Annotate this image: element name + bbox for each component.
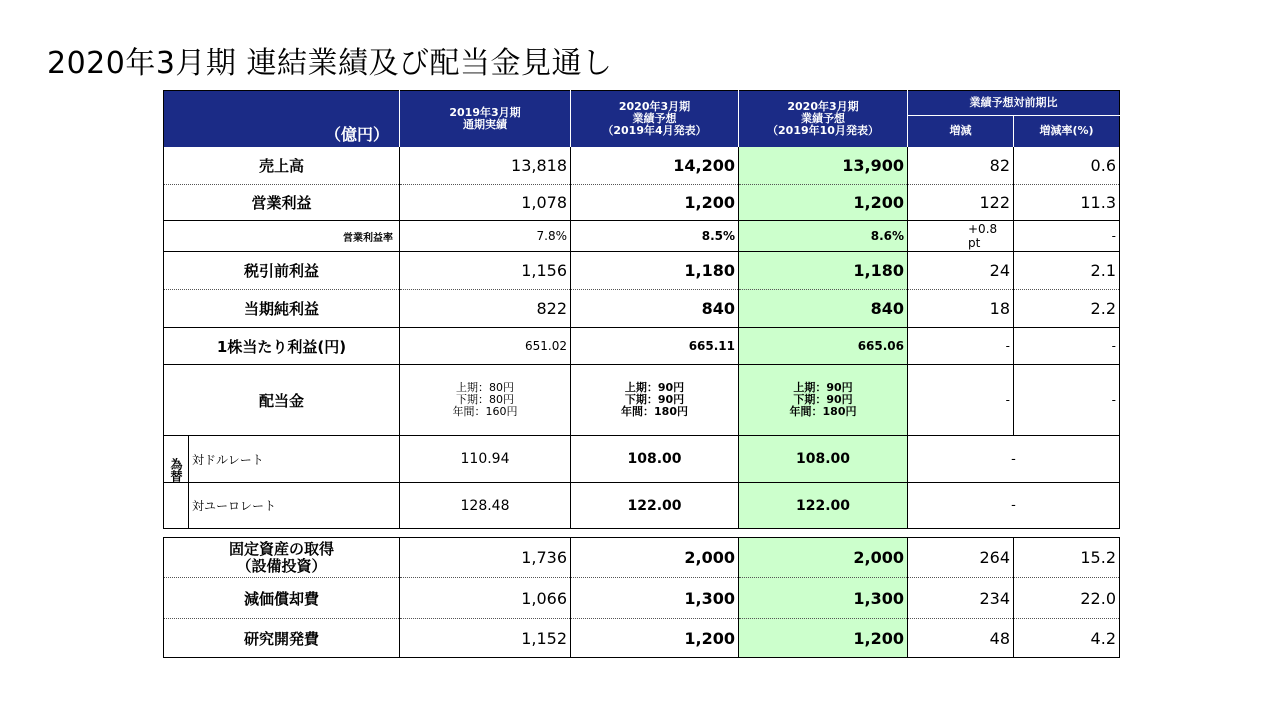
cell-value: 4.2 (1014, 619, 1120, 658)
cell-value: 108.00 (739, 436, 908, 483)
cell-value: 22.0 (1014, 578, 1120, 619)
cell-value: 122.00 (571, 483, 739, 529)
row-label: 対ユーロレート (192, 499, 277, 513)
cell-value: 1,200 (571, 619, 739, 658)
cell-value: 1,300 (571, 578, 739, 619)
page-title: 2020年3月期 連結業績及び配当金見通し (47, 46, 613, 81)
cell-value: 7.8% (400, 221, 571, 252)
cell-value: 8.5% (571, 221, 739, 252)
cell-value: 2.2 (1014, 290, 1120, 328)
cell-value: 2.1 (1014, 252, 1120, 290)
col-diff: 増減 (908, 116, 1014, 147)
cell-value: 1,152 (400, 619, 571, 658)
cell-value: 264 (908, 538, 1014, 578)
cell-value: 1,200 (739, 619, 908, 658)
cell-value: 82 (908, 147, 1014, 185)
cell-value: 822 (400, 290, 571, 328)
col-fy2020-october: 2020年3月期 業績予想 （2019年10月発表） (739, 91, 908, 147)
cell-value: 1,066 (400, 578, 571, 619)
cell-value: 11.3 (1014, 185, 1120, 221)
row-label: 営業利益率 (164, 221, 400, 252)
col-fy2019-actual: 2019年3月期 通期実績 (400, 91, 571, 147)
row-label: 配当金 (164, 365, 400, 436)
cell-dividend-b: 上期：90円 下期：90円 年間：180円 (571, 365, 739, 436)
row-label: 対ドルレート (192, 452, 264, 467)
cell-value: 1,078 (400, 185, 571, 221)
cell-value: 2,000 (571, 538, 739, 578)
col-fy2020-april: 2020年3月期 業績予想 （2019年4月発表） (571, 91, 739, 147)
cell-value: 8.6% (739, 221, 908, 252)
row-dividend (164, 365, 1120, 436)
capex-table (163, 537, 1120, 658)
cell-value: 840 (739, 290, 908, 328)
row-sales (164, 147, 1120, 185)
cell-value: 110.94 (400, 436, 571, 483)
row-eps (164, 328, 1120, 365)
unit-label: （億円） (164, 91, 400, 147)
cell-value: 122.00 (739, 483, 908, 529)
cell-value: 2,000 (739, 538, 908, 578)
col-rate: 増減率(%) (1014, 116, 1120, 147)
cell-value: 24 (908, 252, 1014, 290)
cell-value: 48 (908, 619, 1014, 658)
cell-value: 108.00 (571, 436, 739, 483)
col-compare-group: 業績予想対前期比 (908, 91, 1120, 116)
row-usd-rate (164, 436, 1120, 483)
fx-side-spacer (164, 483, 189, 528)
cell-value: - (1014, 328, 1120, 365)
cell-value: 0.6 (1014, 147, 1120, 185)
cell-value: 665.11 (571, 328, 739, 365)
cell-value: 14,200 (571, 147, 739, 185)
cell-value: - (908, 483, 1120, 529)
cell-value: 1,180 (739, 252, 908, 290)
cell-value: - (908, 365, 1014, 436)
row-label: 当期純利益 (164, 290, 400, 328)
row-label: 税引前利益 (164, 252, 400, 290)
fx-side-label: 為替 (164, 436, 189, 482)
cell-value: 18 (908, 290, 1014, 328)
cell-value: 665.06 (739, 328, 908, 365)
cell-value: - (908, 328, 1014, 365)
cell-value: 1,156 (400, 252, 571, 290)
cell-value: 1,180 (571, 252, 739, 290)
cell-value: 1,200 (739, 185, 908, 221)
cell-value: - (1014, 221, 1120, 252)
cell-value: 1,300 (739, 578, 908, 619)
row-rnd (164, 619, 1120, 658)
row-operating-margin (164, 221, 1120, 252)
row-label: 売上高 (164, 147, 400, 185)
cell-value: 234 (908, 578, 1014, 619)
row-operating-income (164, 185, 1120, 221)
cell-value: 1,200 (571, 185, 739, 221)
cell-value: 13,818 (400, 147, 571, 185)
cell-value: 122 (908, 185, 1014, 221)
row-net-income (164, 290, 1120, 328)
cell-dividend-a: 上期：80円 下期：80円 年間：160円 (400, 365, 571, 436)
cell-value: - (908, 436, 1120, 483)
cell-value: 128.48 (400, 483, 571, 529)
row-label: 固定資産の取得 （設備投資） (164, 538, 400, 578)
row-fixed-assets (164, 538, 1120, 578)
cell-dividend-c: 上期：90円 下期：90円 年間：180円 (739, 365, 908, 436)
fx-label-cell (164, 483, 400, 529)
results-table (163, 90, 1120, 529)
cell-value: 651.02 (400, 328, 571, 365)
cell-value: 840 (571, 290, 739, 328)
row-label: 1株当たり利益(円) (164, 328, 400, 365)
row-eur-rate (164, 483, 1120, 529)
row-depreciation (164, 578, 1120, 619)
cell-value: 13,900 (739, 147, 908, 185)
row-pretax-income (164, 252, 1120, 290)
fx-label-cell (164, 436, 400, 483)
row-label: 減価償却費 (164, 578, 400, 619)
cell-value: 15.2 (1014, 538, 1120, 578)
cell-value: +0.8 pt (908, 221, 1014, 252)
row-label: 営業利益 (164, 185, 400, 221)
row-label: 研究開発費 (243, 629, 319, 648)
cell-value: 1,736 (400, 538, 571, 578)
cell-value: - (1014, 365, 1120, 436)
